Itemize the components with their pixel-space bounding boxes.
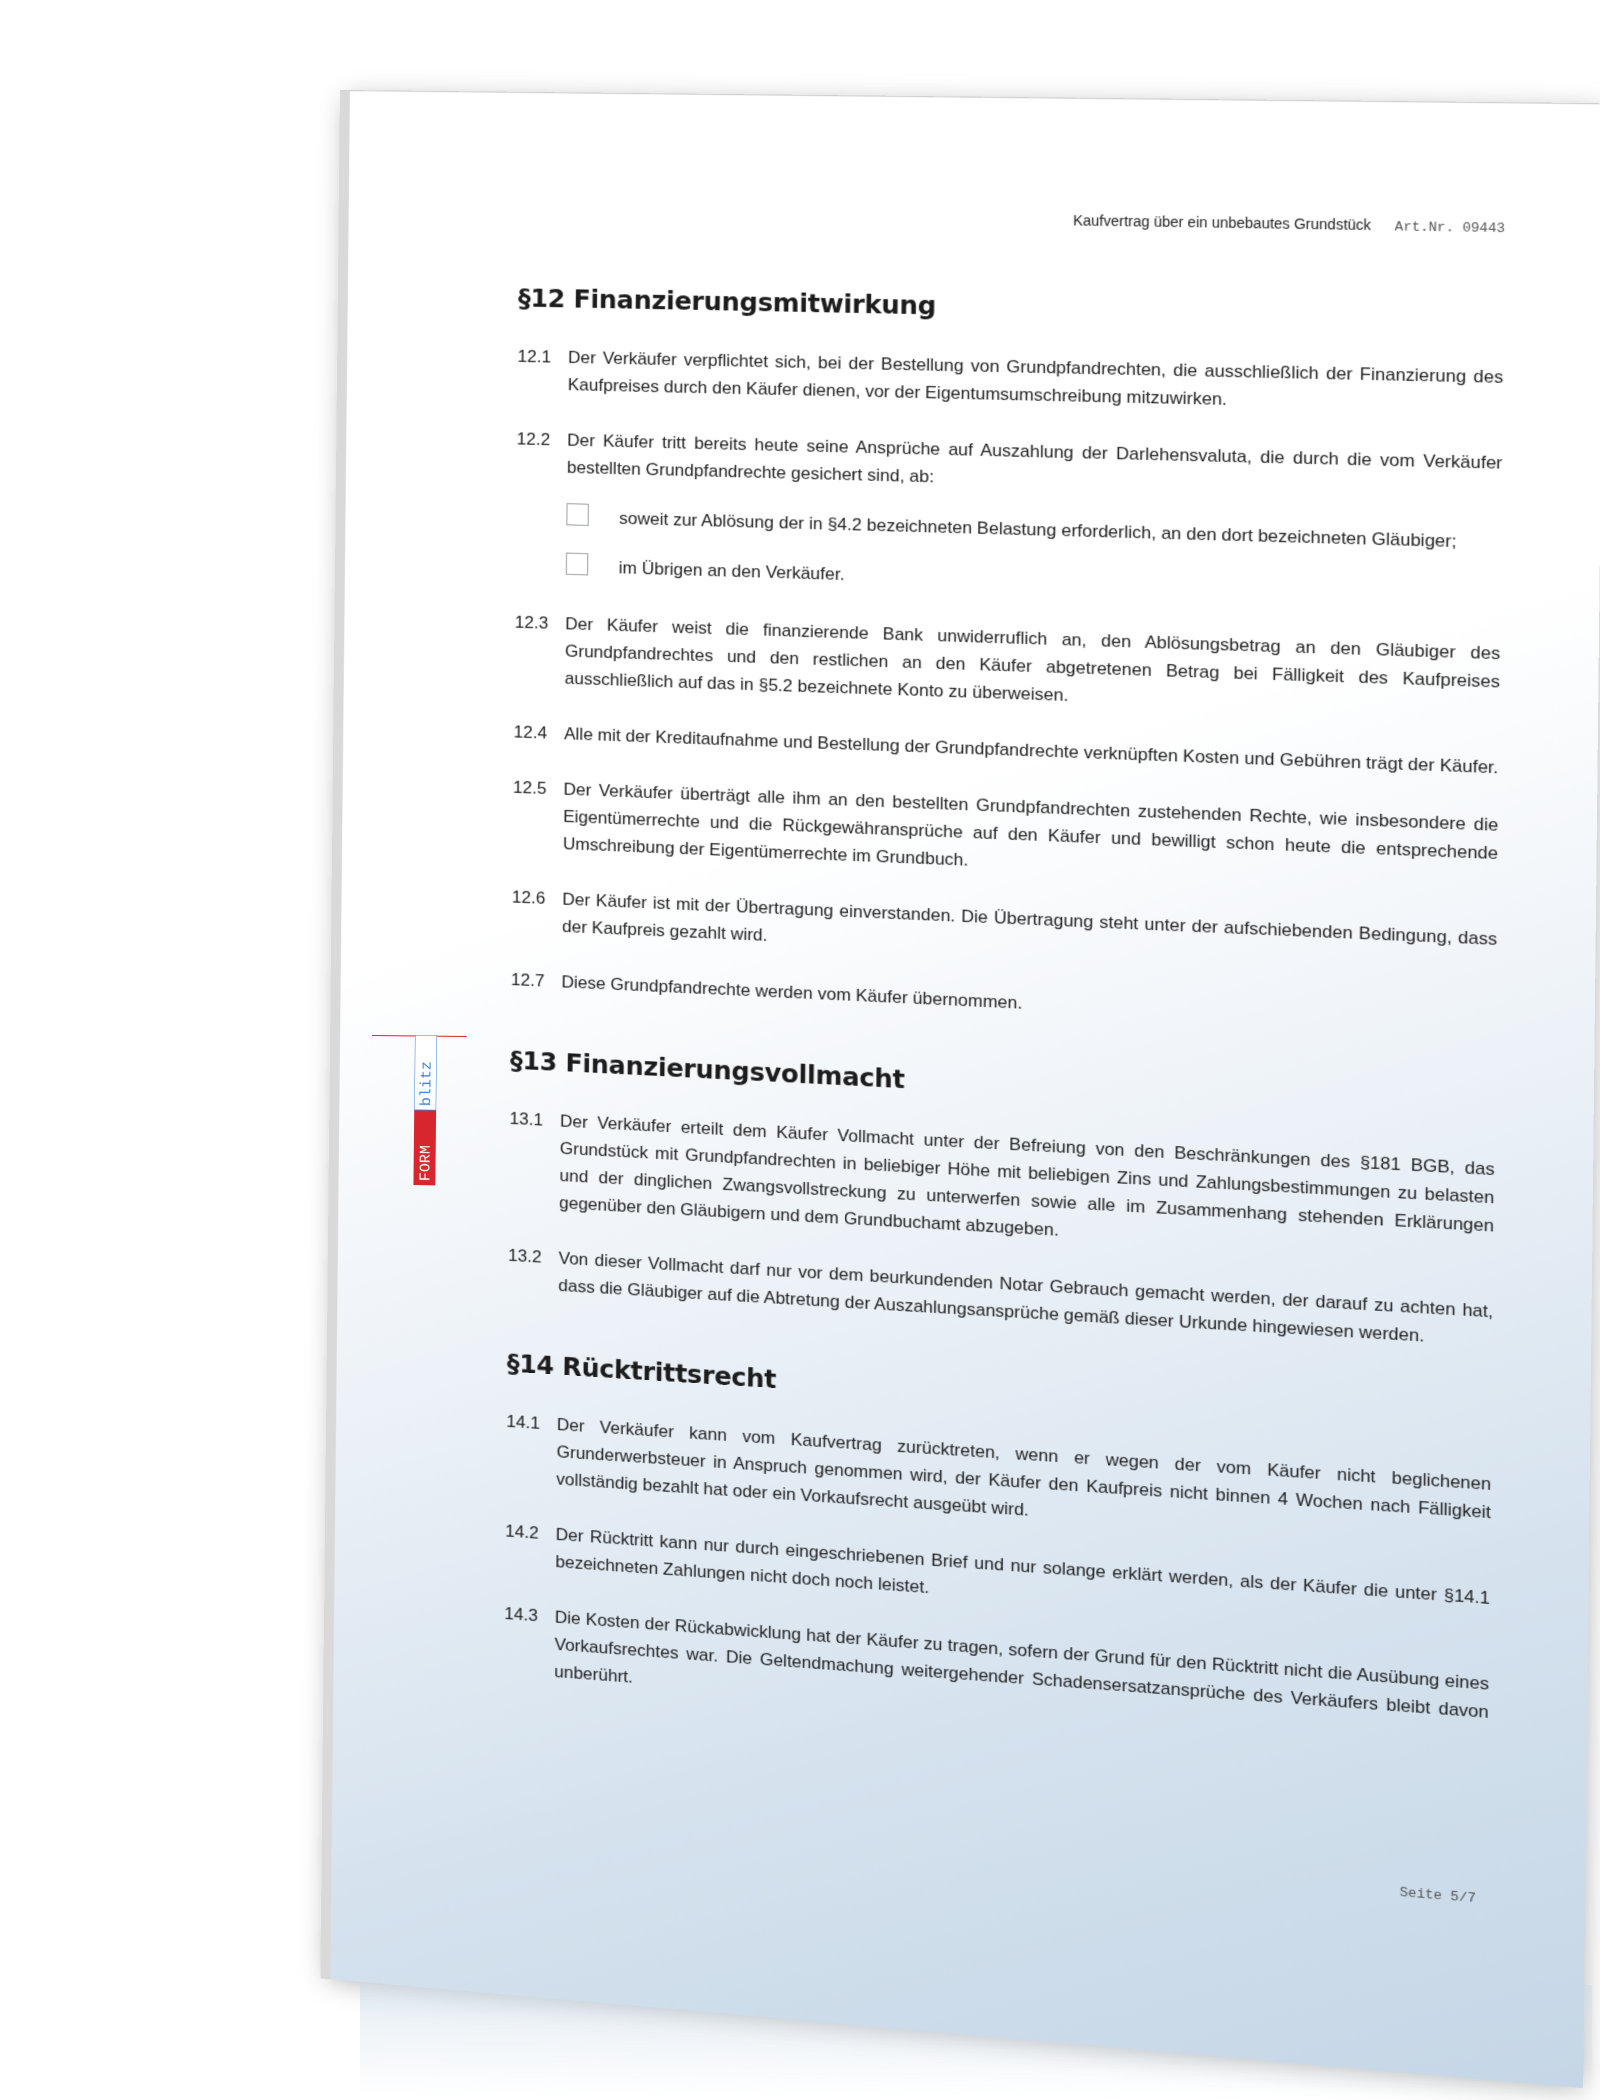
paragraph-number: 13.2 — [508, 1245, 542, 1267]
paragraph-number: 14.3 — [504, 1603, 538, 1626]
checkbox-label: im Übrigen an den Verkäufer. — [618, 558, 845, 585]
paragraph-text: Diese Grundpfandrechte werden vom Käufer übernommen. — [561, 972, 1023, 1013]
paragraph-text: Der Käufer weist die finanzierende Bank unwiderruflich an, den Ablösungsbetrag an den Gläubiger des Grundpfandrechtes und den restlichen an den Käufer abgetretenen Betrag bei Fälligkeit des Kaufpreises ausschließlich auf das in §5.2 bezeichnete Konto zu überweisen. — [564, 614, 1501, 706]
paragraph-text: Der Käufer tritt bereits heute seine Ansprüche auf Auszahlung der Darlehensvaluta, die durch die vom Verkäufer bestellten Grundpfandrechte gesichert sind, ab: — [566, 430, 1503, 487]
svg-text:FORM: FORM — [418, 1145, 435, 1182]
svg-text:blitz: blitz — [419, 1061, 436, 1107]
section-14 — [504, 1348, 1492, 1754]
page-number: Seite 5/7 — [1399, 1884, 1476, 1907]
paragraph-text: Der Verkäufer kann vom Kaufvertrag zurücktreten, wenn er wegen der vom Käufer nicht beglichenen Grunderwerbsteuer in Anspruch genommen wird, der Käufer den Kaufpreis nicht binnen 4 Wochen nach Fälligkeit vollständig bezahlt hat oder ein Vorkaufsrecht ausgeübt wird. — [556, 1414, 1492, 1523]
checkbox-option-2[interactable] — [566, 553, 1501, 608]
paragraph-number: 12.5 — [512, 777, 547, 799]
section-13 — [508, 1045, 1496, 1354]
paragraph-number: 13.1 — [509, 1108, 544, 1130]
document-page — [320, 90, 1600, 2088]
paragraph-12-1 — [517, 343, 1503, 420]
section-title: §13 Finanzierungsvollmacht — [509, 1045, 905, 1095]
paragraph-text: Die Kosten der Rückabwicklung hat der Käufer zu tragen, sofern der Grund für den Rücktritt nicht die Ausübung eines Vorkaufsrechtes war. Die Geltendmachung weitergehender Schadensersatzansprüche des Verkäufers bleibt davon unberührt. — [554, 1607, 1490, 1723]
section-title: §12 Finanzierungsmitwirkung — [517, 283, 937, 321]
paragraph-13-1 — [509, 1105, 1495, 1268]
document-header-title: Kaufvertrag über ein unbebautes Grundstück — [1072, 212, 1372, 234]
paragraph-number: 14.1 — [506, 1411, 540, 1433]
paragraph-number: 12.3 — [514, 612, 549, 633]
paragraph-text: Von dieser Vollmacht darf nur vor dem beurkundenden Notar Gebrauch gemacht werden, der darauf zu achten hat, dass die Gläubiger auf die Abtretung der Auszahlungsansprüche gemäß dieser Urkunde hingewiesen werden. — [558, 1248, 1494, 1346]
checkbox-icon[interactable] — [566, 553, 589, 576]
paragraph-text: Der Rücktritt kann nur durch eingeschriebenen Brief und nur solange erklärt werden, als der Käufer die unter §14.1 bezeichneten Zahlungen nicht doch noch leistet. — [555, 1524, 1491, 1609]
section-12 — [511, 283, 1504, 1039]
document-header — [519, 204, 1505, 237]
page-content — [503, 204, 1505, 1809]
paragraph-text: Alle mit der Kreditaufnahme und Bestellung der Grundpfandrechte verknüpften Kosten und Gebühren trägt der Käufer. — [564, 724, 1499, 778]
checkbox-option-1[interactable] — [566, 503, 1501, 556]
paragraph-12-7 — [511, 966, 1497, 1039]
paragraph-text: Der Verkäufer erteilt dem Käufer Vollmacht unter der Befreiung von den Beschränkungen des §181 BGB, das Grundstück mit Grundpfandrechten in beliebiger Höhe mit beliebigen Zins und Zahlungsbestimmungen zu belasten und der dinglichen Zwangsvollstreckung zu unterwerfen sowie alle im Zusammenhang stehenden Erklärungen gegenüber den Gläubigern und dem Grundbuchamt abzugeben. — [559, 1111, 1495, 1240]
checkbox-label: soweit zur Ablösung der in §4.2 bezeichneten Belastung erforderlich, an den dort bezeichneten Gläubiger; — [619, 508, 1457, 552]
paragraph-number: 12.2 — [516, 429, 551, 450]
paragraph-number: 12.6 — [511, 887, 546, 908]
section-title: §14 Rücktrittsrecht — [506, 1348, 777, 1395]
paragraph-number: 14.2 — [505, 1521, 539, 1543]
paragraph-12-3 — [514, 608, 1500, 724]
paragraph-text: Der Verkäufer verpflichtet sich, bei der Bestellung von Grundpfandrechten, die ausschließlich der Finanzierung des Kaufpreises durch den Käufer dienen, vor der Eigentumsumschreibung mitzuwirken. — [567, 347, 1504, 410]
paragraph-12-2 — [516, 425, 1502, 505]
paragraph-number: 12.7 — [510, 969, 545, 991]
paragraph-12-4 — [513, 718, 1499, 781]
paragraph-text: Der Verkäufer überträgt alle ihm an den bestellten Grundpfandrechten zustehenden Rechte, wie insbesondere die Eigentümerrechte und die Rückgewähransprüche auf den Käufer und bewilligt schon heute die entsprechende Umschreibung der Eigentümerrechte im Grundbuch. — [562, 779, 1499, 870]
paragraph-number: 12.1 — [517, 346, 552, 367]
paragraph-12-5 — [512, 774, 1498, 896]
article-number: Art.Nr. 09443 — [1394, 218, 1506, 237]
paragraph-text: Der Käufer ist mit der Übertragung einverstanden. Die Übertragung steht unter der aufschiebenden Bedingung, dass der Kaufpreis gezahlt wird. — [561, 889, 1498, 950]
paragraph-12-6 — [511, 883, 1497, 981]
formblitz-logo-icon — [413, 1035, 436, 1185]
checkbox-icon[interactable] — [566, 503, 589, 526]
paragraph-number: 12.4 — [513, 722, 548, 743]
formblitz-logo — [413, 1035, 436, 1185]
